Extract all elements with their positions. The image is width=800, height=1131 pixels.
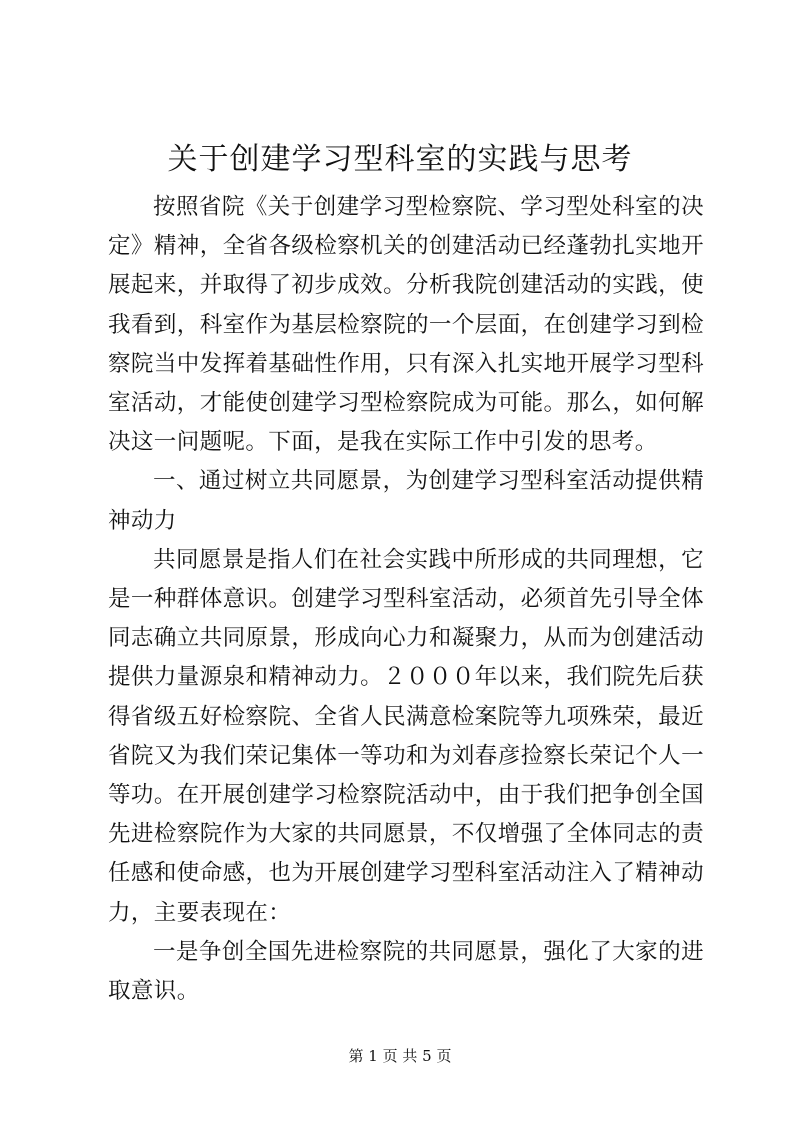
paragraph-shared-vision: 共同愿景是指人们在社会实践中所形成的共同理想，它是一种群体意识。创建学习型科室活动，必须首先引导全体同志确立共同原景，形成向心力和凝聚力，从而为创建活动提供力量源泉和精神动力。２０００年以来，我们院先后获得省级五好检察院、全省人民满意检案院等九项殊荣，最近省院又为我们荣记集体一等功和为刘春彦捡察长荣记个人一等功。在开展创建学习检察院活动中，由于我们把争创全国先进检察院作为大家的共同愿景，不仅增强了全体同志的责任感和使命感，也为开展创建学习型科室活动注入了精神动力，主要表现在： bbox=[108, 546, 704, 926]
page-number-label: 第 1 页 共 5 页 bbox=[348, 1047, 452, 1065]
paragraph-point-1: 一是争创全国先进检察院的共同愿景，强化了大家的进取意识。 bbox=[108, 938, 704, 1005]
page-footer bbox=[0, 1046, 800, 1066]
section-heading-1: 一、通过树立共同愿景，为创建学习型科室活动提供精神动力 bbox=[108, 468, 704, 534]
paragraph-intro: 按照省院《关于创建学习型检察院、学习型处科室的决定》精神，全省各级检察机关的创建活动已经蓬勃扎实地开展起来，并取得了初步成效。分析我院创建活动的实践，使我看到，科室作为基层检察院的一个层面，在创建学习到检察院当中发挥着基础性作用，只有深入扎实地开展学习型科室活动，才能使创建学习型检察院成为可能。那么，如何解决这一问题呢。下面，是我在实际工作中引发的思考。 bbox=[108, 194, 704, 456]
page-title: 关于创建学习型科室的实践与思考 bbox=[167, 142, 633, 177]
document-body bbox=[108, 188, 704, 1011]
